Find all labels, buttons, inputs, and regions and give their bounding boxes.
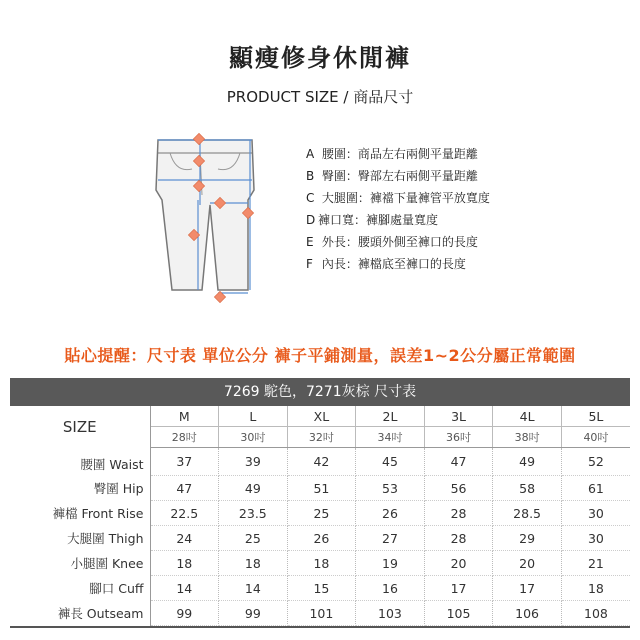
table-cell: 58: [493, 476, 562, 501]
waist-size: 32吋: [287, 427, 356, 448]
legend-letter: A: [306, 147, 315, 161]
table-cell: 18: [150, 551, 219, 576]
table-cell: 42: [287, 448, 356, 476]
table-bottom-rule: [10, 626, 630, 628]
legend-text: 腰圍：商品左右兩側平量距離: [321, 147, 478, 161]
size-letter: M: [150, 406, 219, 427]
size-table-header: 7269 駝色，7271灰棕 尺寸表: [10, 378, 630, 406]
table-cell: 105: [424, 601, 493, 626]
legend-text: 外長：腰頭外側至褲口的長度: [321, 235, 478, 249]
table-cell: 25: [287, 501, 356, 526]
legend-text: 大腿圍：褲襠下量褲管平放寬度: [321, 191, 490, 205]
table-cell: 21: [561, 551, 630, 576]
table-cell: 28.5: [493, 501, 562, 526]
size-letter: 4L: [493, 406, 562, 427]
measurement-notice: 貼心提醒：尺寸表 單位公分 褲子平鋪測量，誤差1~2公分屬正常範圍: [64, 346, 576, 365]
size-letter: 5L: [561, 406, 630, 427]
size-letter: 2L: [356, 406, 425, 427]
table-cell: 52: [561, 448, 630, 476]
table-cell: 20: [493, 551, 562, 576]
legend-text: 褲口寬：褲腳處量寬度: [318, 213, 439, 227]
row-label: 小腿圍 Knee: [10, 551, 150, 576]
pants-illustration: [140, 125, 280, 310]
row-label: 腳口 Cuff: [10, 576, 150, 601]
size-table: [10, 378, 630, 628]
row-label: 褲長 Outseam: [10, 601, 150, 626]
row-label: 大腿圍 Thigh: [10, 526, 150, 551]
size-letter: L: [219, 406, 288, 427]
table-row: [10, 601, 630, 626]
pants-shape: [156, 140, 254, 290]
waist-size: 36吋: [424, 427, 493, 448]
table-cell: 30: [561, 526, 630, 551]
legend-item: [306, 231, 490, 253]
table-cell: 28: [424, 526, 493, 551]
table-row: [10, 551, 630, 576]
table-cell: 14: [150, 576, 219, 601]
table-cell: 108: [561, 601, 630, 626]
table-row: [10, 476, 630, 501]
legend-text: 內長：褲檔底至褲口的長度: [321, 257, 466, 271]
table-cell: 14: [219, 576, 288, 601]
legend-letter: F: [306, 257, 313, 271]
table-cell: 106: [493, 601, 562, 626]
waist-size: 30吋: [219, 427, 288, 448]
page-title: 顯瘦修身休閒褲: [229, 44, 411, 72]
table-cell: 26: [287, 526, 356, 551]
table-cell: 56: [424, 476, 493, 501]
table-cell: 51: [287, 476, 356, 501]
table-row: [10, 448, 630, 476]
table-cell: 24: [150, 526, 219, 551]
table-row: [10, 526, 630, 551]
table-cell: 99: [150, 601, 219, 626]
size-label: SIZE: [10, 406, 150, 448]
size-letter: 3L: [424, 406, 493, 427]
table-row: [10, 576, 630, 601]
table-row: [10, 501, 630, 526]
size-letter-row: [10, 406, 630, 427]
table-cell: 18: [219, 551, 288, 576]
pants-diagram: [140, 125, 280, 310]
table-cell: 18: [561, 576, 630, 601]
table-cell: 22.5: [150, 501, 219, 526]
table-cell: 47: [424, 448, 493, 476]
table-cell: 47: [150, 476, 219, 501]
row-label: 褲檔 Front Rise: [10, 501, 150, 526]
waist-size: 38吋: [493, 427, 562, 448]
table-cell: 27: [356, 526, 425, 551]
size-grid: [10, 406, 630, 626]
size-letter: XL: [287, 406, 356, 427]
legend-item: [306, 209, 490, 231]
legend-letter: D: [306, 213, 316, 227]
row-label: 臀圍 Hip: [10, 476, 150, 501]
table-cell: 99: [219, 601, 288, 626]
table-cell: 49: [493, 448, 562, 476]
table-cell: 101: [287, 601, 356, 626]
waist-size: 34吋: [356, 427, 425, 448]
table-cell: 17: [493, 576, 562, 601]
table-cell: 39: [219, 448, 288, 476]
table-cell: 37: [150, 448, 219, 476]
table-cell: 17: [424, 576, 493, 601]
table-cell: 45: [356, 448, 425, 476]
table-cell: 61: [561, 476, 630, 501]
table-cell: 19: [356, 551, 425, 576]
legend-item: [306, 187, 490, 209]
table-cell: 28: [424, 501, 493, 526]
row-label: 腰圍 Waist: [10, 448, 150, 476]
legend-item: [306, 253, 490, 275]
legend-item: [306, 143, 490, 165]
table-cell: 23.5: [219, 501, 288, 526]
table-cell: 25: [219, 526, 288, 551]
waist-size: 28吋: [150, 427, 219, 448]
table-cell: 20: [424, 551, 493, 576]
table-cell: 29: [493, 526, 562, 551]
legend-item: [306, 165, 490, 187]
legend-letter: E: [306, 235, 314, 249]
legend-text: 臀圍：臀部左右兩側平量距離: [321, 169, 478, 183]
measurement-legend: [306, 143, 490, 275]
waist-size: 40吋: [561, 427, 630, 448]
table-cell: 18: [287, 551, 356, 576]
legend-letter: B: [306, 169, 315, 183]
legend-letter: C: [306, 191, 315, 205]
table-cell: 16: [356, 576, 425, 601]
page-subtitle: PRODUCT SIZE / 商品尺寸: [226, 88, 414, 106]
table-cell: 26: [356, 501, 425, 526]
table-cell: 53: [356, 476, 425, 501]
table-cell: 15: [287, 576, 356, 601]
table-cell: 103: [356, 601, 425, 626]
table-cell: 30: [561, 501, 630, 526]
table-cell: 49: [219, 476, 288, 501]
